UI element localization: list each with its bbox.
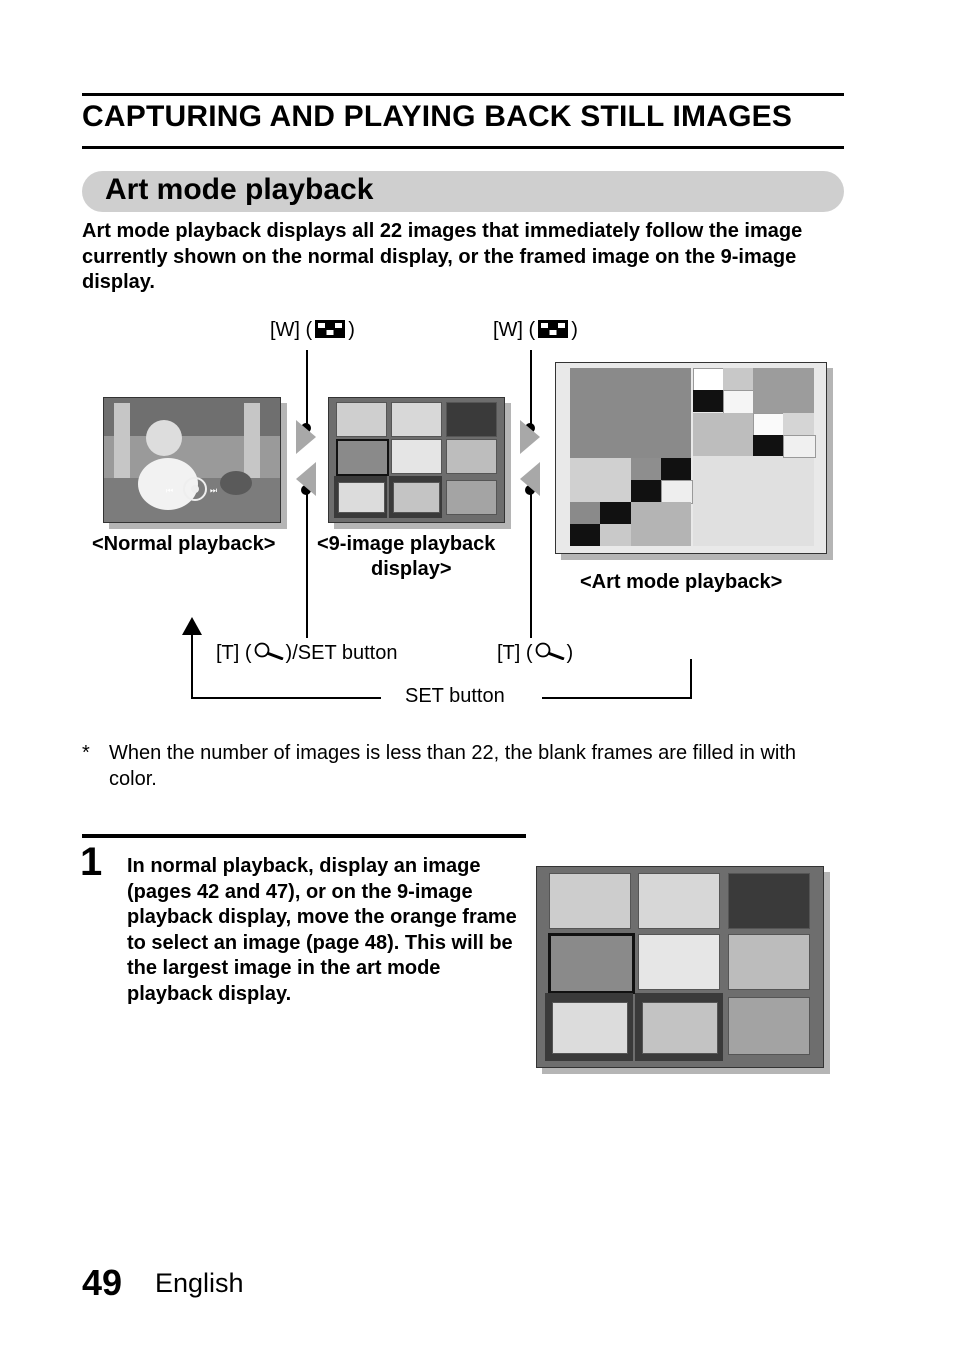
art-tile	[783, 413, 814, 435]
arrow-right-left	[296, 420, 316, 454]
thumb-duck	[549, 873, 631, 929]
art-tile	[570, 502, 600, 524]
art-tile	[723, 368, 753, 390]
thumb-duck	[336, 402, 387, 437]
thumb-dolphins	[552, 1002, 628, 1054]
section-title: Art mode playback	[105, 173, 374, 206]
nine-image-label-line1: <9-image playback	[317, 533, 496, 555]
set-loop-right	[690, 659, 692, 698]
t-label	[497, 642, 573, 665]
page-number: 49	[82, 1262, 123, 1303]
nine-image-playback-screen	[328, 397, 505, 523]
set-loop-bottom-left	[191, 697, 381, 699]
w-label-right-end: )	[571, 319, 578, 341]
art-tile	[600, 524, 631, 546]
thumb-selected-girl	[336, 439, 389, 476]
art-tile	[600, 502, 631, 524]
thumb-cart	[393, 482, 440, 513]
set-loop-left	[191, 634, 193, 698]
thumb-bird	[638, 873, 720, 929]
step-rule	[82, 834, 526, 838]
w-right-connector	[530, 350, 532, 430]
normal-playback-label: <Normal playback>	[92, 533, 276, 555]
thumb-trees	[446, 480, 497, 515]
footnote-marker: *	[82, 742, 90, 764]
w-label-left-end: )	[348, 319, 355, 341]
normal-playback-screen	[103, 397, 281, 523]
arrow-left-right	[520, 462, 540, 496]
thumb-dolphins	[338, 482, 385, 513]
thumb-cart	[642, 1002, 718, 1054]
thumb-face	[728, 873, 810, 929]
step-nine-image-screen	[536, 866, 824, 1068]
art-tile	[661, 480, 693, 504]
thumb-rabbit	[391, 439, 442, 474]
w-label-right	[493, 319, 578, 342]
grid-icon	[538, 320, 568, 338]
w-label-left-text: [W] (	[270, 319, 313, 341]
t-label-text: [T] (	[497, 642, 533, 664]
thumb-selected-girl	[548, 933, 635, 994]
t-left-connector	[306, 490, 308, 638]
art-tile	[570, 524, 600, 546]
art-tile	[631, 502, 691, 546]
svg-text:⏭: ⏭	[210, 486, 218, 495]
step-number: 1	[80, 840, 103, 884]
art-tile	[631, 480, 661, 502]
header-bottom-rule	[82, 146, 844, 149]
set-button-label: SET button	[405, 685, 505, 707]
art-tile	[753, 368, 814, 413]
t-set-label-end: )/SET button	[285, 642, 398, 664]
thumb-face	[446, 402, 497, 437]
art-tile	[631, 458, 661, 480]
art-mode-label: <Art mode playback>	[580, 571, 783, 593]
set-loop-bottom-right	[542, 697, 692, 699]
art-large-rabbit	[693, 456, 814, 546]
w-label-right-text: [W] (	[493, 319, 536, 341]
zoom-icon	[534, 642, 566, 660]
zoom-icon	[253, 642, 285, 660]
thumb-rabbit	[638, 934, 720, 990]
art-tile	[753, 413, 785, 437]
art-tile	[693, 368, 725, 392]
thumb-trees	[728, 997, 810, 1055]
t-label-end: )	[566, 642, 574, 664]
art-tile	[753, 435, 783, 456]
set-loop-arrowhead	[182, 617, 202, 635]
chapter-title: CAPTURING AND PLAYING BACK STILL IMAGES	[82, 100, 793, 133]
header-top-rule	[82, 93, 844, 96]
language-label: English	[155, 1268, 244, 1298]
art-tile	[661, 458, 691, 480]
art-tile	[723, 390, 755, 414]
w-label-left	[270, 319, 355, 342]
art-mode-playback-screen	[555, 362, 827, 554]
t-set-label	[216, 642, 397, 665]
step-text: In normal playback, display an image (pages 42 and 47), or on the 9-image playback display, move the orange frame to select an image (page 48). This will be the largest image in the art mode playback display.	[127, 855, 517, 1005]
thumb-flowers	[728, 934, 810, 990]
footnote-text: When the number of images is less than 22, the blank frames are filled in with color.	[109, 742, 797, 790]
arrow-right-right	[520, 420, 540, 454]
w-left-connector	[306, 350, 308, 430]
art-tile	[693, 413, 753, 456]
grid-icon	[315, 320, 345, 338]
svg-text:⏮: ⏮	[166, 486, 174, 495]
thumb-bird	[391, 402, 442, 437]
t-right-connector	[530, 490, 532, 638]
t-set-label-text: [T] (	[216, 642, 252, 664]
arrow-left-left	[296, 462, 316, 496]
thumb-flowers	[446, 439, 497, 474]
art-large-girl	[570, 368, 691, 458]
nine-image-label-line2: display>	[371, 558, 452, 580]
art-tile	[570, 458, 631, 502]
intro-paragraph: Art mode playback displays all 22 images that immediately follow the image currently shown on the normal display, or the framed image on the 9-image display.	[82, 220, 803, 293]
art-tile	[783, 435, 816, 458]
art-tile	[693, 390, 723, 412]
